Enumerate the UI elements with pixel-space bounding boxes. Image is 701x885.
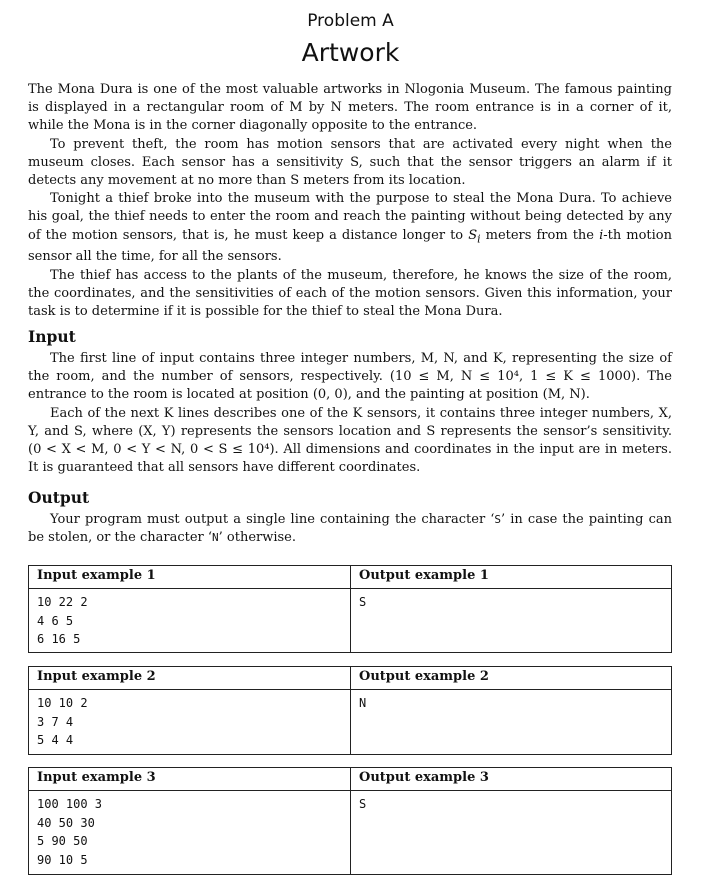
example-input-lines bbox=[29, 690, 350, 750]
char-s: S bbox=[494, 513, 502, 526]
example-output-column bbox=[351, 768, 671, 874]
char-n: N bbox=[212, 531, 219, 545]
example-output-lines bbox=[351, 589, 671, 612]
example-table-3 bbox=[28, 767, 672, 875]
math-symbol: S bbox=[468, 227, 478, 243]
example-output-column bbox=[351, 667, 671, 754]
example-input-line: 10 22 2 bbox=[37, 595, 88, 609]
example-input-header: Input example 3 bbox=[29, 768, 350, 791]
example-output-header: Output example 2 bbox=[351, 667, 671, 690]
example-output-line: N bbox=[359, 696, 367, 710]
example-input-lines bbox=[29, 791, 350, 869]
statement-paragraph: The Mona Dura is one of the most valuable artworks in Nlogonia Museum. The famous painting is displayed in a rectangular room of M by N meters. The room entrance is in a corner of it, while the Mona is in the corner diagonally opposite to the entrance. bbox=[28, 82, 672, 134]
math-symbol: i bbox=[599, 227, 604, 243]
problem-statement bbox=[28, 81, 672, 321]
example-input-line: 10 10 2 bbox=[37, 696, 88, 710]
output-description bbox=[28, 511, 672, 547]
example-input-column bbox=[29, 768, 351, 874]
example-output-header: Output example 1 bbox=[351, 566, 671, 589]
example-output-line: S bbox=[359, 595, 367, 609]
example-input-line: 5 90 50 bbox=[37, 834, 88, 848]
example-input-column bbox=[29, 566, 351, 652]
example-input-line: 40 50 30 bbox=[37, 815, 95, 830]
output-text: Your program must output a single line containing the character ‘ bbox=[50, 512, 495, 527]
statement-text: meters from the bbox=[480, 227, 600, 243]
example-input-header: Input example 1 bbox=[29, 566, 350, 589]
example-input-line: 90 10 5 bbox=[37, 852, 88, 867]
example-input-line: 4 6 5 bbox=[37, 613, 74, 628]
example-table-2 bbox=[28, 666, 672, 755]
statement-text: -th motion sensor all the time, for all the sensors. bbox=[28, 227, 673, 265]
output-paragraph bbox=[28, 511, 672, 547]
example-output-header: Output example 3 bbox=[351, 768, 671, 791]
example-output-line: S bbox=[359, 797, 367, 811]
problem-label: Problem A bbox=[307, 11, 394, 31]
example-table-1 bbox=[28, 565, 672, 653]
input-heading: Input bbox=[28, 327, 76, 346]
example-input-column bbox=[29, 667, 351, 754]
example-input-header: Input example 2 bbox=[29, 667, 350, 690]
statement-paragraph bbox=[28, 190, 672, 266]
example-output-lines bbox=[351, 690, 671, 713]
example-input-line: 100 100 3 bbox=[37, 797, 103, 811]
math-subscript: i bbox=[477, 232, 481, 246]
statement-text: Tonight a thief broke into the museum with the purpose to steal the Mona Dura. To achieve his goal, the thief needs to enter the room and reach the painting without being detected by any of the motion sensors, that is, he must keep a distance longer to bbox=[28, 191, 672, 243]
input-description bbox=[28, 350, 672, 477]
output-heading: Output bbox=[28, 488, 90, 507]
example-output-lines bbox=[351, 791, 671, 814]
example-input-line: 6 16 5 bbox=[37, 632, 81, 646]
problem-title: Artwork bbox=[301, 38, 400, 67]
output-text: ’ otherwise. bbox=[218, 530, 297, 546]
input-paragraph: The first line of input contains three integer numbers, M, N, and K, representing the size of the room, and the number of sensors, respectively. (10 ≤ M, N ≤ 10⁴, 1 ≤ K ≤ 1000). The entrance to the room is located at position (0, 0), and the painting at position (M, N). bbox=[28, 351, 672, 403]
output-text: ’ in case the painting can be stolen, or the character ‘ bbox=[28, 512, 672, 546]
example-output-column bbox=[351, 566, 671, 652]
statement-paragraph: To prevent theft, the room has motion sensors that are activated every night when the museum closes. Each sensor has a sensitivity S, such that the sensor triggers an alarm if it detects any movement at no more than S meters from its location. bbox=[28, 136, 672, 189]
example-input-line: 3 7 4 bbox=[37, 714, 74, 729]
example-input-lines bbox=[29, 589, 350, 649]
example-input-line: 5 4 4 bbox=[37, 733, 74, 747]
statement-paragraph: The thief has access to the plants of the museum, therefore, he knows the size of the room, the coordinates, and the sensitivities of each of the motion sensors. Given this information, your task is to determine if it is possible for the thief to steal the Mona Dura. bbox=[28, 267, 672, 320]
input-paragraph: Each of the next K lines describes one of the K sensors, it contains three integer numbers, X, Y, and S, where (X, Y) represents the sensors location and S represents the sensor’s sensitivity. (0 < X < M, 0 < Y < N, 0 < S ≤ 10⁴). All dimensions and coordinates in the input are in meters. It is guaranteed that all sensors have different coordinates. bbox=[28, 405, 672, 476]
